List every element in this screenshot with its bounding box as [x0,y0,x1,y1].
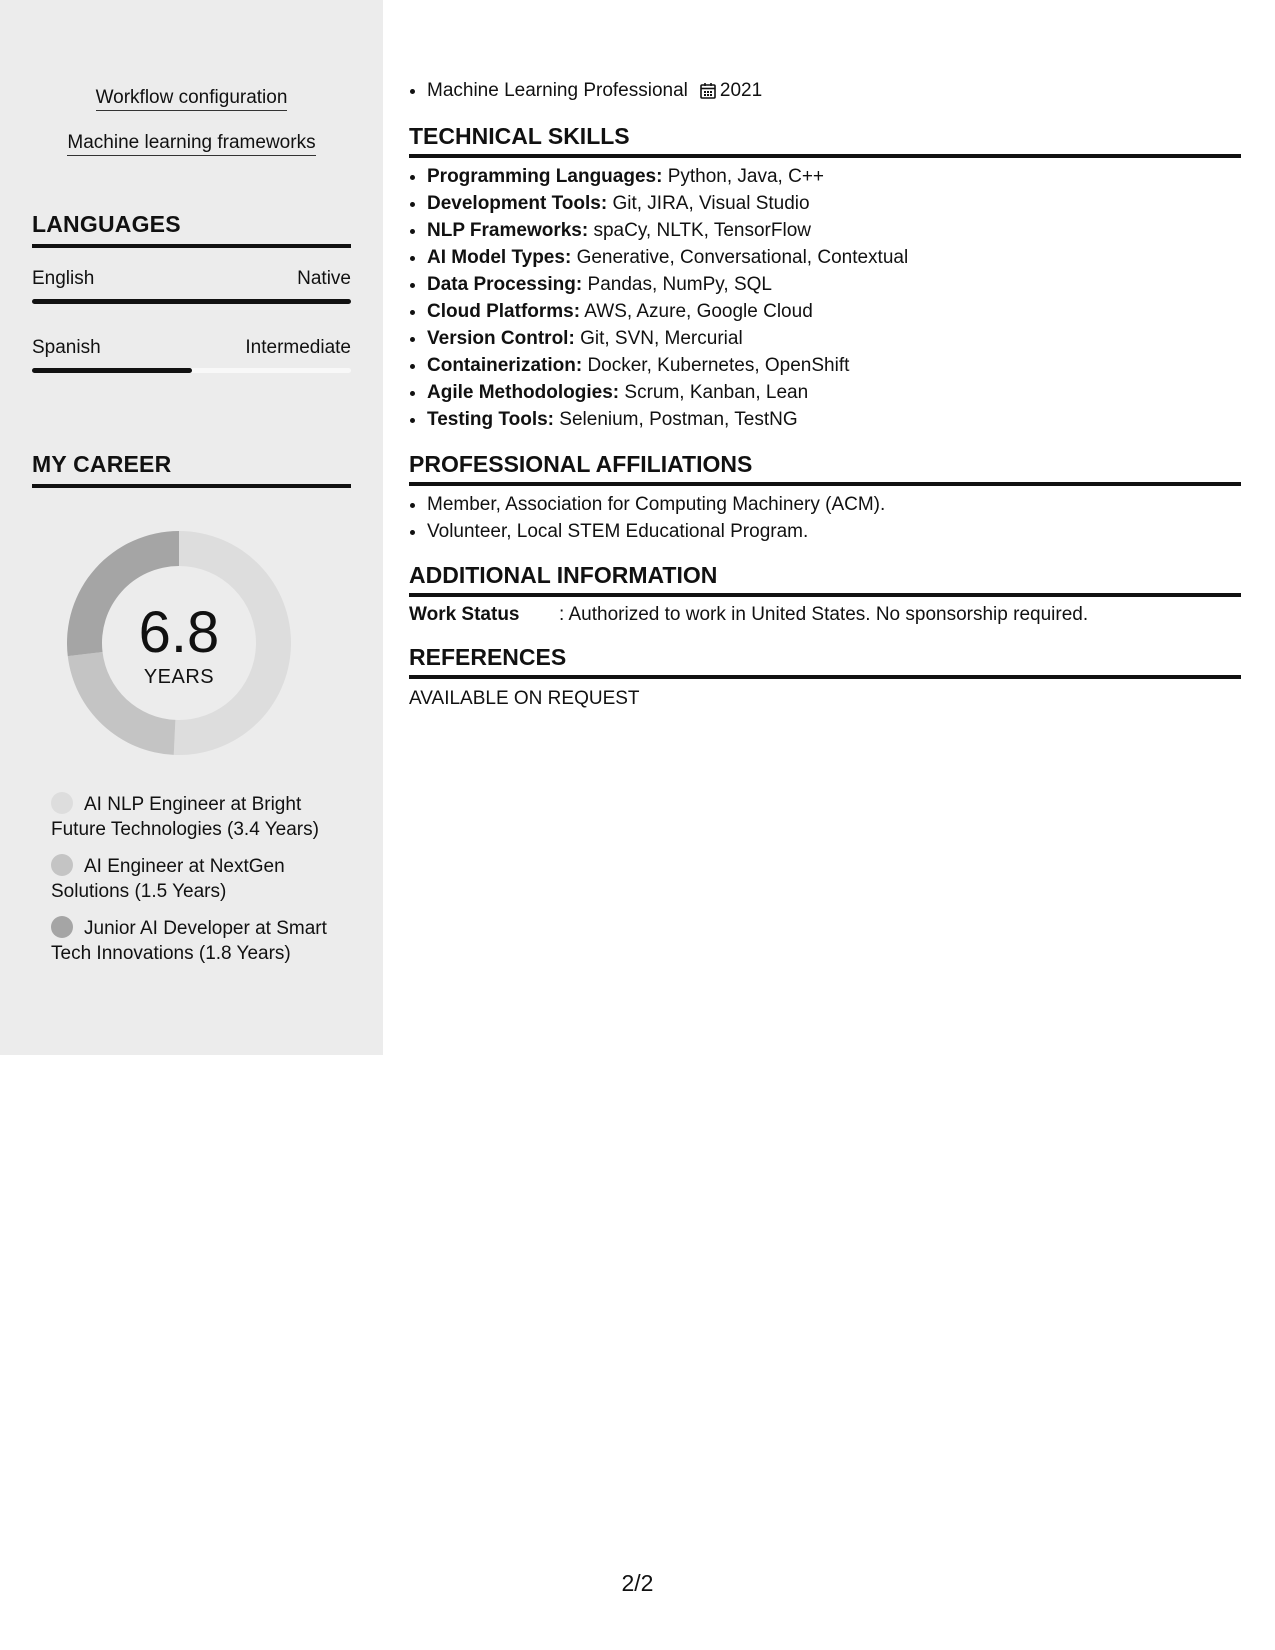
language-bar-fill [32,299,351,304]
skill-label: Programming Languages: [427,166,663,187]
skill-item [427,271,908,298]
certification-item [427,80,762,105]
skill-label: Development Tools: [427,193,608,214]
skill-item [427,379,908,406]
skill-label: Cloud Platforms: [427,301,581,322]
language-bar-spanish [32,368,351,373]
skill-label: AI Model Types: [427,247,572,268]
language-level: Intermediate [245,337,351,358]
skill-value: Pandas, NumPy, SQL [587,274,772,295]
skill-label: Data Processing: [427,274,583,295]
skill-value: AWS, Azure, Google Cloud [584,301,813,322]
affiliations-list [409,491,885,545]
skill-label: Agile Methodologies: [427,382,620,403]
language-row-english [32,268,351,290]
affiliation-item: • Volunteer, Local STEM Educational Program. [427,518,885,545]
legend-label: AI NLP Engineer at Bright Future Technologies (3.4 Years) [51,794,319,840]
skill-link-label: Workflow configuration [96,87,288,111]
page-number: 2/2 [621,1570,654,1596]
legend-dot [51,792,73,814]
work-status-key: Work Status [409,604,520,625]
skill-label: NLP Frameworks: [427,220,589,241]
skill-item [427,298,908,325]
skill-value: Python, Java, C++ [667,166,825,187]
skill-label: Testing Tools: [427,409,555,430]
language-name: Spanish [32,337,101,358]
certification-name: Machine Learning Professional [427,80,688,101]
skill-value: spaCy, NLTK, TensorFlow [593,220,812,241]
skill-link-label: Machine learning frameworks [67,132,315,156]
career-heading: MY CAREER [32,451,351,488]
career-total-unit: YEARS [143,665,215,688]
legend-item [51,792,341,842]
certification-list [409,80,762,105]
skill-item [427,325,908,352]
skill-value: Git, SVN, Mercurial [580,328,743,349]
references-text: AVAILABLE ON REQUEST [409,688,640,709]
legend-dot [51,854,73,876]
language-name: English [32,268,95,289]
legend-label: Junior AI Developer at Smart Tech Innovations (1.8 Years) [51,918,327,964]
language-bar-fill [32,368,192,373]
skill-item [427,190,908,217]
certification-year: 2021 [719,80,763,101]
work-status-value: : Authorized to work in United States. No sponsorship required. [559,604,1089,625]
additional-info-heading: ADDITIONAL INFORMATION [409,562,1241,597]
legend-item [51,916,341,966]
skill-value: Selenium, Postman, TestNG [559,409,798,430]
skill-item [427,244,908,271]
skill-label: Containerization: [427,355,583,376]
skill-value: Git, JIRA, Visual Studio [612,193,810,214]
language-level: Native [297,268,351,289]
skill-link-ml-frameworks[interactable] [32,132,351,154]
technical-skills-list [409,163,908,433]
skill-item [427,163,908,190]
affiliations-heading: PROFESSIONAL AFFILIATIONS [409,451,1241,486]
skill-label: Version Control: [427,328,575,349]
references-heading: REFERENCES [409,644,1241,679]
skill-item [427,217,908,244]
calendar-icon [700,82,716,105]
sidebar [0,0,383,1055]
legend-dot [51,916,73,938]
career-total-years: 6.8 [138,599,220,665]
affiliation-item: • Member, Association for Computing Machinery (ACM). [427,491,885,518]
career-legend [51,792,341,966]
skill-value: Docker, Kubernetes, OpenShift [587,355,850,376]
language-bar-english [32,299,351,304]
language-row-spanish [32,337,351,359]
legend-item [51,854,341,904]
work-status-row [409,604,1088,626]
skill-value: Generative, Conversational, Contextual [576,247,909,268]
career-donut-center [66,530,292,756]
skill-item [427,406,908,433]
skill-value: Scrum, Kanban, Lean [624,382,809,403]
skill-link-workflow[interactable] [32,87,351,109]
languages-heading: LANGUAGES [32,211,351,248]
legend-label: AI Engineer at NextGen Solutions (1.5 Years) [51,856,285,902]
technical-skills-heading: TECHNICAL SKILLS [409,123,1241,158]
skill-item [427,352,908,379]
